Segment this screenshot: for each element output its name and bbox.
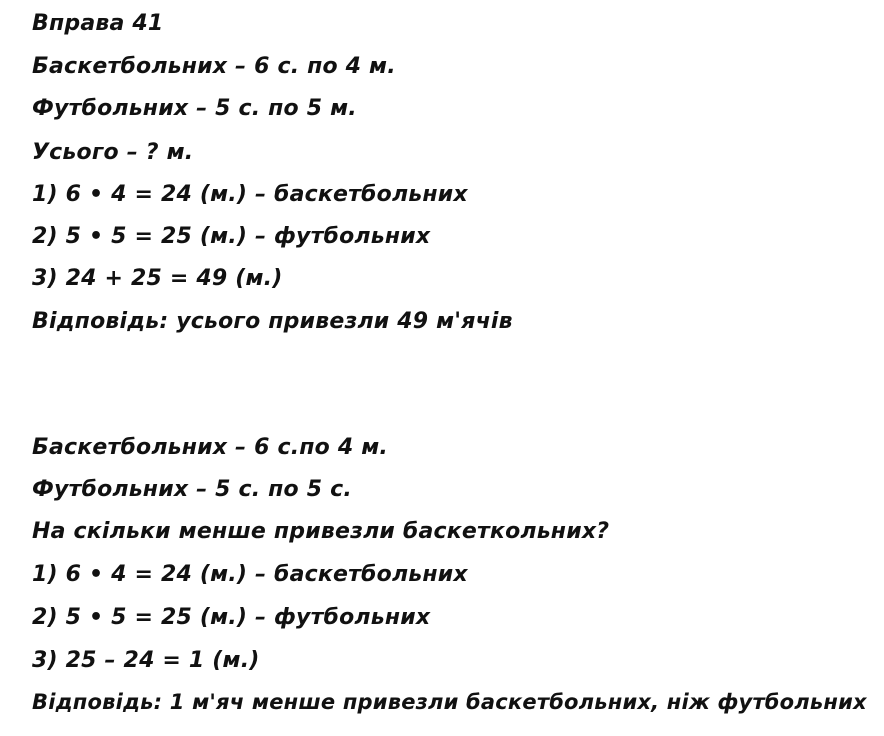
answer-text: усього привезли 49 м'ячів: [168, 309, 513, 334]
condition-basketball: Баскетбольних – 6 с. по 4 м.: [32, 54, 396, 79]
answer-line: [32, 308, 513, 336]
condition-football-2: Футбольних – 5 с. по 5 с.: [32, 477, 352, 502]
question-total: Усього – ? м.: [32, 140, 194, 165]
step-1-2: 1) 6 • 4 = 24 (м.) – баскетбольних: [32, 562, 468, 587]
answer-label: Відповідь:: [32, 309, 169, 334]
question-difference: На скільки менше привезли баскеткольних?: [32, 519, 610, 544]
condition-basketball-2: Баскетбольних – 6 с.по 4 м.: [32, 435, 388, 460]
step-1: 1) 6 • 4 = 24 (м.) – баскетбольних: [32, 182, 468, 207]
condition-football: Футбольних – 5 с. по 5 м.: [32, 96, 357, 121]
answer-line-2: [32, 688, 867, 716]
step-2-2: 2) 5 • 5 = 25 (м.) – футбольних: [32, 605, 431, 630]
answer-text-2: 1 м'яч менше привезли баскетбольних, ніж футбольних: [162, 690, 867, 714]
step-3: 3) 24 + 25 = 49 (м.): [32, 266, 283, 291]
exercise-title: Вправа 41: [32, 11, 164, 36]
answer-label-2: Відповідь:: [32, 690, 163, 714]
step-2: 2) 5 • 5 = 25 (м.) – футбольних: [32, 224, 431, 249]
step-3-2: 3) 25 – 24 = 1 (м.): [32, 648, 260, 673]
